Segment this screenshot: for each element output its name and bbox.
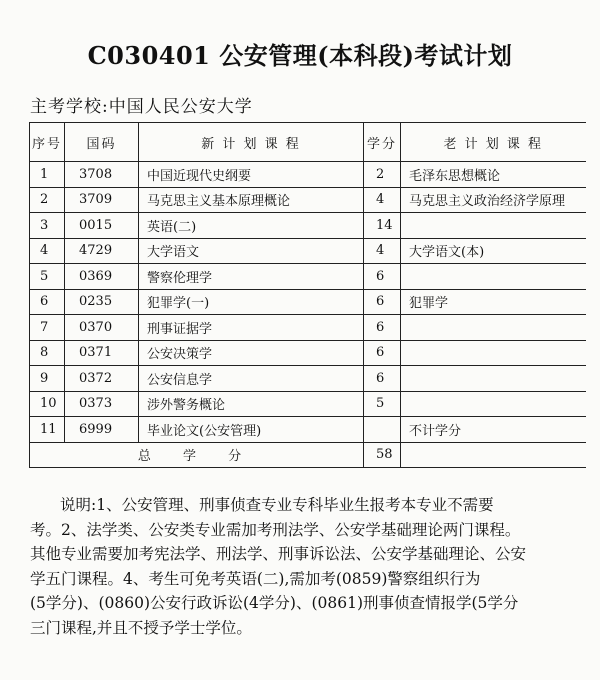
row-old-course: 大学语文(本) (401, 238, 586, 264)
total-credits-label: 总 学 分 (30, 442, 364, 468)
row-code: 3708 (65, 162, 139, 188)
row-old-course (401, 366, 586, 392)
table-row (30, 315, 586, 341)
row-code: 0015 (65, 213, 139, 239)
note-line: 三门课程,并且不授予学士学位。 (30, 618, 252, 637)
note-line: 说明:1、公安管理、刑事侦查专业专科毕业生报考本专业不需要 (60, 496, 494, 514)
row-course: 英语(二) (139, 213, 364, 239)
table-row (30, 289, 586, 315)
row-no: 1 (30, 162, 65, 188)
row-credit: 5 (364, 391, 401, 417)
row-no: 10 (30, 391, 65, 417)
row-old-course: 犯罪学 (401, 289, 586, 315)
row-no: 2 (30, 187, 65, 213)
row-credit: 6 (364, 366, 401, 392)
row-old-course: 毛泽东思想概论 (401, 162, 586, 188)
total-credits-value: 58 (364, 442, 401, 468)
total-row-empty-cell (401, 442, 586, 468)
header-credit: 学分 (364, 123, 401, 162)
header-new-course: 新 计 划 课 程 (139, 123, 364, 162)
row-no: 3 (30, 213, 65, 239)
row-credit: 4 (364, 238, 401, 264)
row-credit (364, 417, 401, 443)
row-code: 6999 (65, 417, 139, 443)
row-code: 0369 (65, 264, 139, 290)
row-no: 8 (30, 340, 65, 366)
row-course: 警察伦理学 (139, 264, 364, 290)
row-no: 11 (30, 417, 65, 443)
row-no: 4 (30, 238, 65, 264)
row-code: 3709 (65, 187, 139, 213)
note-line: 其他专业需要加考宪法学、刑法学、刑事诉讼法、公安学基础理论、公安 (30, 545, 527, 563)
row-old-course: 不计学分 (401, 417, 586, 443)
row-code: 0371 (65, 340, 139, 366)
row-credit: 4 (364, 187, 401, 213)
table-row (30, 264, 586, 290)
row-credit: 6 (364, 289, 401, 315)
exam-plan-table (29, 122, 586, 468)
row-code: 0235 (65, 289, 139, 315)
table-row (30, 238, 586, 264)
table-row (30, 340, 586, 366)
row-credit: 2 (364, 162, 401, 188)
row-course: 公安信息学 (139, 366, 364, 392)
header-no: 序号 (30, 123, 65, 162)
row-course: 马克思主义基本原理概论 (139, 187, 364, 213)
row-old-course (401, 340, 586, 366)
row-old-course (401, 391, 586, 417)
table-row (30, 162, 586, 188)
note-line: 学五门课程。4、考生可免考英语(二),需加考(0859)警察组织行为 (30, 569, 481, 588)
row-course: 毕业论文(公安管理) (139, 417, 364, 443)
row-code: 0373 (65, 391, 139, 417)
table-row (30, 366, 586, 392)
page-title: C030401 公安管理(本科段)考试计划 (87, 41, 513, 70)
row-credit: 6 (364, 315, 401, 341)
row-old-course (401, 315, 586, 341)
row-no: 7 (30, 315, 65, 341)
table-row (30, 391, 586, 417)
host-school: 主考学校:中国人民公安大学 (30, 97, 253, 117)
table-row (30, 417, 586, 443)
row-course: 中国近现代史纲要 (139, 162, 364, 188)
explanation-note (30, 493, 590, 640)
row-credit: 6 (364, 264, 401, 290)
table-header-row (30, 123, 586, 162)
row-no: 5 (30, 264, 65, 290)
row-no: 6 (30, 289, 65, 315)
row-credit: 6 (364, 340, 401, 366)
table-row (30, 187, 586, 213)
total-row (30, 442, 586, 468)
note-line: 考。2、法学类、公安类专业需加考刑法学、公安学基础理论两门课程。 (30, 520, 521, 539)
row-course: 刑事证据学 (139, 315, 364, 341)
row-code: 4729 (65, 238, 139, 264)
row-old-course: 马克思主义政治经济学原理 (401, 187, 586, 213)
note-line: (5学分)、(0860)公安行政诉讼(4学分)、(0861)刑事侦查情报学(5学分 (30, 594, 519, 612)
row-course: 公安决策学 (139, 340, 364, 366)
row-course: 犯罪学(一) (139, 289, 364, 315)
header-old-course: 老 计 划 课 程 (401, 123, 586, 162)
row-no: 9 (30, 366, 65, 392)
row-course: 大学语文 (139, 238, 364, 264)
row-credit: 14 (364, 213, 401, 239)
row-code: 0372 (65, 366, 139, 392)
table-row (30, 213, 586, 239)
row-code: 0370 (65, 315, 139, 341)
header-code: 国码 (65, 123, 139, 162)
row-old-course (401, 213, 586, 239)
row-old-course (401, 264, 586, 290)
row-course: 涉外警务概论 (139, 391, 364, 417)
